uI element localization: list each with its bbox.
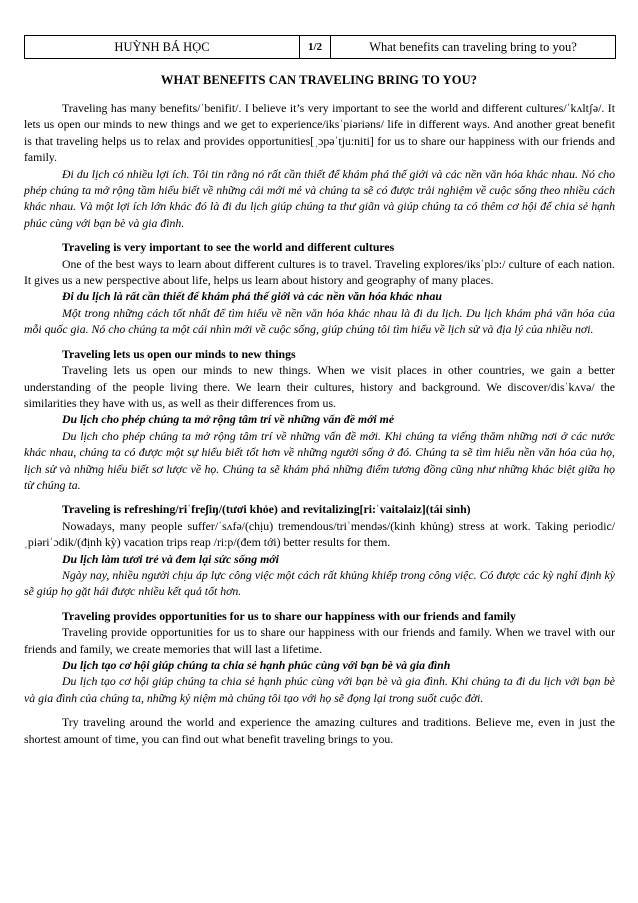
document-body bbox=[24, 100, 615, 747]
section-4-heading-en: Traveling provides opportunities for us to share our happiness with our friends and family bbox=[62, 608, 516, 623]
section-2-heading-en: Traveling lets us open our minds to new things bbox=[62, 346, 296, 361]
conclusion-paragraph: Try traveling around the world and experience the amazing cultures and traditions. Believe me, even in just the shortest amount of time, you can find out what benefit traveling brings to you. bbox=[24, 715, 615, 746]
section-3-body-vi: Ngày nay, nhiều người chịu áp lực công việc một cách rất khủng khiếp trong công việc. Có được các kỳ nghỉ định kỳ sẽ giúp họ gặt hái được nhiều kết quả tốt hơn. bbox=[24, 567, 615, 599]
section-1-heading-vi: Đi du lịch là rất cần thiết để khám phá thế giới và các nền văn hóa khác nhau bbox=[62, 289, 442, 304]
document-title: WHAT BENEFITS CAN TRAVELING BRING TO YOU? bbox=[160, 73, 478, 87]
intro-paragraph-vi: Đi du lịch có nhiều lợi ích. Tôi tin rằng nó rất cần thiết để khám phá thế giới và các nền văn hóa khác nhau. Nó cho phép chúng ta mở rộng tầm hiểu biết về những cái mới mẻ và chúng ta sẽ có được trải nghiệm về cuộc sống theo nhiều cách khác nhau. Và một lợi ích lớn khác đó là đi du lịch giúp chúng ta thư giãn và giúp chúng ta có thêm cơ hội để chia sẻ hạnh phúc cùng với bạn bè và gia đình. bbox=[24, 166, 615, 230]
section-3-heading-en: Traveling is refreshing/riˈfreʃiŋ/(tươi khỏe) and revitalizing[ri:ˈvaitəlaiz](tái sinh) bbox=[62, 502, 471, 517]
section-1-body-vi: Một trong những cách tốt nhất để tìm hiểu về nền văn hóa khác nhau là đi du lịch. Du lịch khám phá văn hóa của mỗi quốc gia. Nó cho chúng ta một cái nhìn mới về cuộc sống, giúp chúng tôi tìm hiểu về lịch sử và địa lý của nhiều nơi. bbox=[24, 305, 615, 337]
header-page-number: 1/2 bbox=[300, 36, 331, 59]
section-2-heading-vi: Du lịch cho phép chúng ta mở rộng tâm trí về những vấn đề mới mẻ bbox=[62, 412, 395, 427]
section-3-body-en: Nowadays, many people suffer/ˈsʌfə/(chịu) tremendous/triˈmendəs/(kinh khủng) stress at work. Taking periodic/ˌpiəriˈɔdik/(định kỳ) vacation trips reap /ri:p/(đem tới) better results for them. bbox=[24, 518, 615, 550]
section-1-heading-en: Traveling is very important to see the world and different cultures bbox=[62, 240, 395, 255]
section-4-body-vi: Du lịch tạo cơ hội giúp chúng ta chia sẻ hạnh phúc cùng với bạn bè và gia đình. Khi chúng ta đi du lịch với bạn bè và gia đình của chúng ta, những kỷ niệm mà chúng tôi tạo với họ sẽ đọng lại trong suốt cuộc đời. bbox=[24, 674, 615, 705]
page-header bbox=[24, 35, 616, 59]
section-4-body-en: Traveling provide opportunities for us to share our happiness with our friends and family. When we travel with our friends and family, we create memories that will last a lifetime. bbox=[24, 625, 615, 656]
header-topic: What benefits can traveling bring to you? bbox=[331, 36, 616, 59]
section-3-heading-vi: Du lịch làm tươi trẻ và đem lại sức sống mới bbox=[62, 551, 279, 566]
section-2-body-vi: Du lịch cho phép chúng ta mở rộng tâm trí về những vấn đề mới. Khi chúng ta viếng thăm những nơi ở các nước khác nhau, chúng ta có được một sự hiểu biết tốt hơn về những người sống ở đó. Chúng ta sẽ tìm hiểu nền văn hóa của họ, lịch sử và những hiểu biết sơ lược về họ. Chúng ta sẽ khám phá những điểm tương đồng cũng như những khác biệt giữa họ từ chúng ta. bbox=[24, 428, 615, 492]
section-4-heading-vi: Du lịch tạo cơ hội giúp chúng ta chia sẻ hạnh phúc cùng với bạn bè và gia đình bbox=[62, 658, 451, 672]
header-author: HUỲNH BÁ HỌC bbox=[25, 36, 300, 59]
intro-paragraph-en: Traveling has many benefits/ˈbenifit/. I believe it’s very important to see the world and different cultures/ˈkʌltʃə/. It lets us open our minds to new things and we get to experience/iksˈpiəriəns/ life in different ways. And another great benefit is that traveling helps us to relax and provides opportunities[ˌɔpəˈtju:niti] for us to share our happiness with our friends and family. bbox=[24, 101, 615, 165]
section-2-body-en: Traveling lets us open our minds to new things. When we visit places in other countries, we gain a better understanding of the people living there. We learn their cultures, history and background. We discover/disˈkʌvə/ the similarities they have with us, as well as their differences from us. bbox=[24, 363, 615, 410]
section-1-body-en: One of the best ways to learn about different cultures is to travel. Traveling explores/iksˈplɔ:/ culture of each nation. It gives us a new perspective about life, helps us learn about history and geography of many places. bbox=[24, 256, 615, 288]
